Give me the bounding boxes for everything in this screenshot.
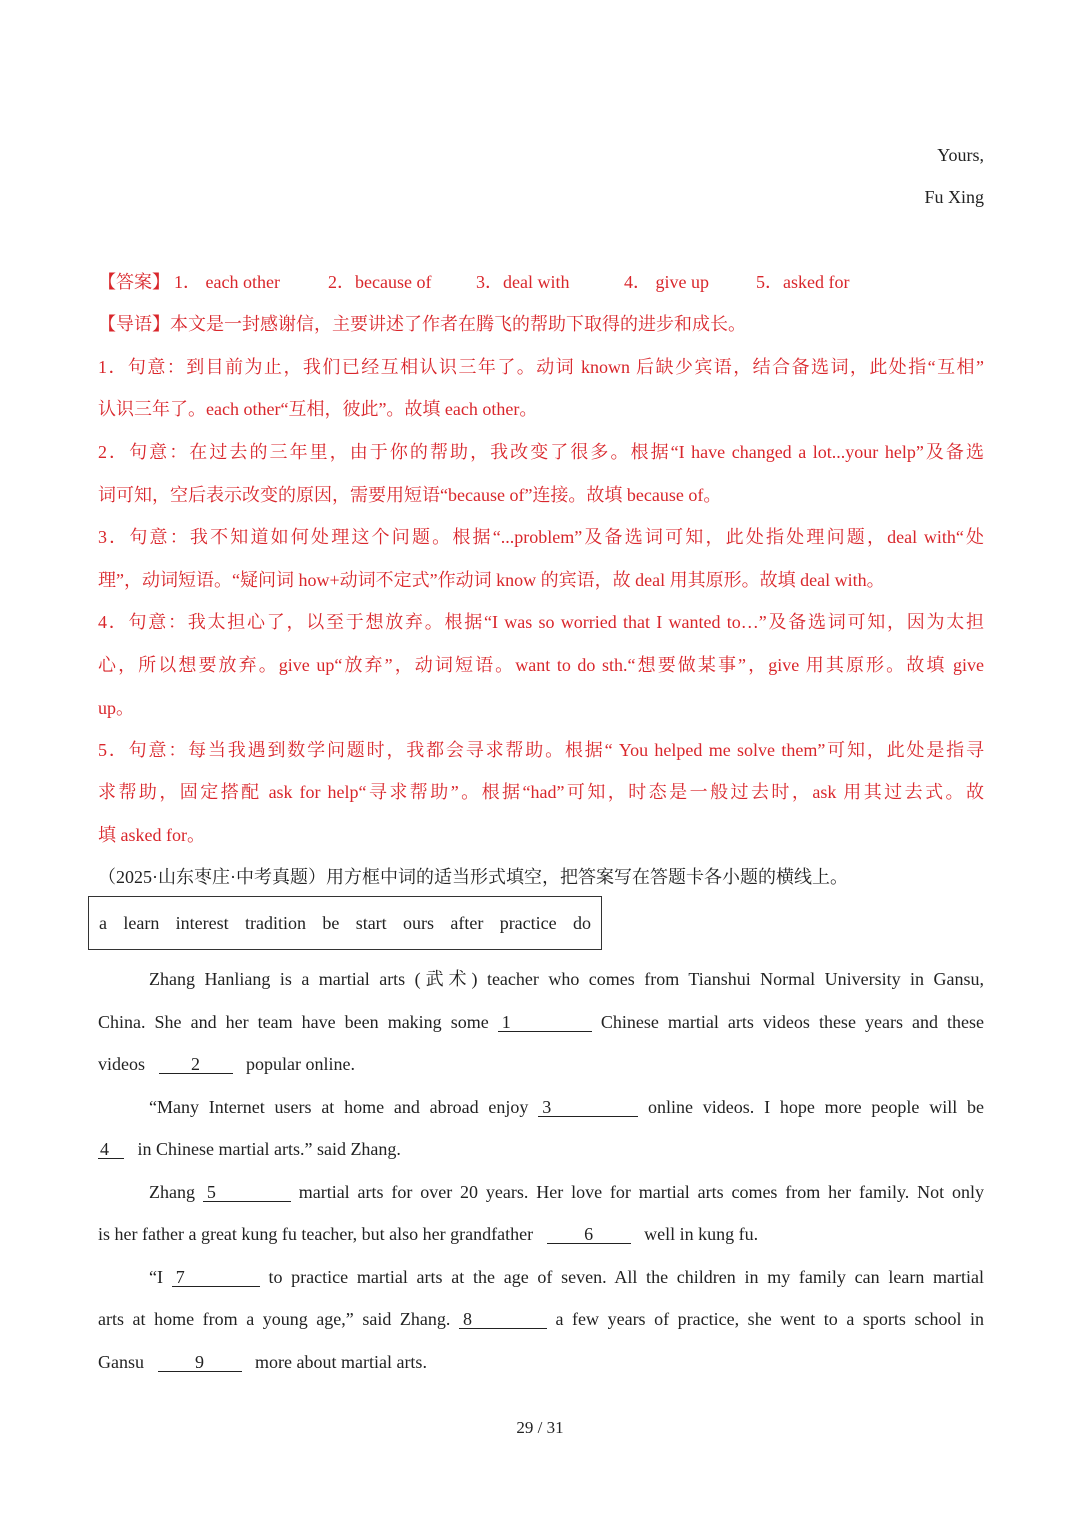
explanation-4-line-1: 4．句意：我太担心了，以至于想放弃。根据“I was so worried that I wanted to…”及备选词可知，因为太担 [98, 612, 984, 632]
passage-p3-line-1: Zhang 5 martial arts for over 20 years. Her love for martial arts comes from her family. Not only [149, 1182, 985, 1202]
answer-blank-7[interactable]: 7 [172, 1268, 260, 1287]
word-box-item: practice [499, 912, 557, 933]
answer-item-2: 2．because of [328, 272, 432, 292]
word-box-item: ours [403, 912, 435, 933]
word-box-item: after [450, 912, 484, 933]
passage-p1-line-3: videos 2 popular online. [98, 1054, 355, 1074]
explanation-3-line-2: 理”，动词短语。“疑问词 how+动词不定式”作动词 know 的宾语，故 deal 用其原形。故填 deal with。 [98, 570, 885, 590]
explanation-2-line-1: 2．句意：在过去的三年里，由于你的帮助，我改变了很多。根据“I have changed a lot...your help”及备选 [98, 442, 984, 462]
guide-tag: 【导语】 [98, 314, 170, 334]
explanation-3-line-1: 3．句意：我不知道如何处理这个问题。根据“...problem”及备选词可知，此处指处理问题，deal with“处 [98, 527, 984, 547]
answer-item-3: 3．deal with [476, 272, 570, 292]
answer-item-4: 4． give up [624, 272, 709, 292]
answer-tag: 【答案】 [98, 272, 170, 292]
passage-p4-line-3: Gansu 9 more about martial arts. [98, 1352, 427, 1372]
answer-blank-6[interactable]: 6 [547, 1225, 631, 1244]
word-box-item: tradition [245, 912, 306, 933]
answer-line [98, 270, 984, 294]
answer-blank-2[interactable]: 2 [159, 1055, 233, 1074]
explanation-1-line-1: 1．句意：到目前为止，我们已经互相认识三年了。动词 known 后缺少宾语，结合备选词，此处指“互相” [98, 357, 984, 377]
passage-p1-line-1: Zhang Hanliang is a martial arts (武术) teacher who comes from Tianshui Normal University in Gansu, [149, 969, 984, 989]
guide-text: 本文是一封感谢信，主要讲述了作者在腾飞的帮助下取得的进步和成长。 [170, 314, 746, 334]
explanation-5-line-1: 5．句意：每当我遇到数学问题时，我都会寻求帮助。根据“ You helped me solve them”可知，此处是指寻 [98, 740, 984, 760]
answer-blank-5[interactable]: 5 [203, 1183, 291, 1202]
explanation-5-line-2: 求帮助，固定搭配 ask for help“寻求帮助”。根据“had”可知，时态是一般过去时，ask 用其过去式。故 [98, 782, 984, 802]
letter-closing-name: Fu Xing [924, 187, 984, 207]
passage-p2-line-2: 4 in Chinese martial arts.” said Zhang. [100, 1139, 401, 1159]
passage-p4-line-1: “I 7 to practice martial arts at the age of seven. All the children in my family can learn martial [149, 1267, 985, 1287]
page-number: 29 / 31 [516, 1418, 564, 1437]
explanation-4-line-3: up。 [98, 698, 134, 718]
word-box-item: a [99, 912, 107, 933]
guide-line [98, 312, 984, 336]
word-box-item: learn [123, 912, 160, 933]
passage-p3-line-2: is her father a great kung fu teacher, but also her grandfather 6 well in kung fu. [98, 1224, 759, 1244]
word-box-item: be [322, 912, 340, 933]
explanation-1-line-2: 认识三年了。each other“互相，彼此”。故填 each other。 [98, 399, 538, 419]
word-box-item: do [572, 912, 591, 933]
passage-p1-line-2: China. She and her team have been making some 1 Chinese martial arts videos these years and these [98, 1012, 985, 1032]
answer-blank-9[interactable]: 9 [158, 1353, 242, 1372]
explanation-4-line-2: 心，所以想要放弃。give up“放弃”，动词短语。want to do sth.“想要做某事”，give 用其原形。故填 give [98, 655, 984, 675]
letter-closing-yours: Yours, [937, 145, 984, 165]
word-box [88, 896, 602, 950]
passage-p2-line-1: “Many Internet users at home and abroad enjoy 3 online videos. I hope more people will be [149, 1097, 984, 1117]
answer-item-1: 1． each other [174, 272, 280, 292]
passage-p4-line-2: arts at home from a young age,” said Zhang. 8 a few years of practice, she went to a sports school in [98, 1309, 985, 1329]
explanation-2-line-2: 词可知，空后表示改变的原因，需要用短语“because of”连接。故填 because of。 [98, 485, 722, 505]
answer-blank-4[interactable]: 4 [98, 1140, 124, 1159]
explanation-5-line-3: 填 asked for。 [98, 825, 205, 845]
question-header: （2025·山东枣庄·中考真题）用方框中词的适当形式填空，把答案写在答题卡各小题的横线上。 [98, 867, 848, 887]
answer-blank-8[interactable]: 8 [459, 1310, 547, 1329]
word-box-item: interest [175, 912, 229, 933]
answer-item-5: 5．asked for [756, 272, 850, 292]
word-box-item: start [355, 912, 387, 933]
answer-blank-1[interactable]: 1 [498, 1013, 592, 1032]
answer-blank-3[interactable]: 3 [538, 1098, 638, 1117]
